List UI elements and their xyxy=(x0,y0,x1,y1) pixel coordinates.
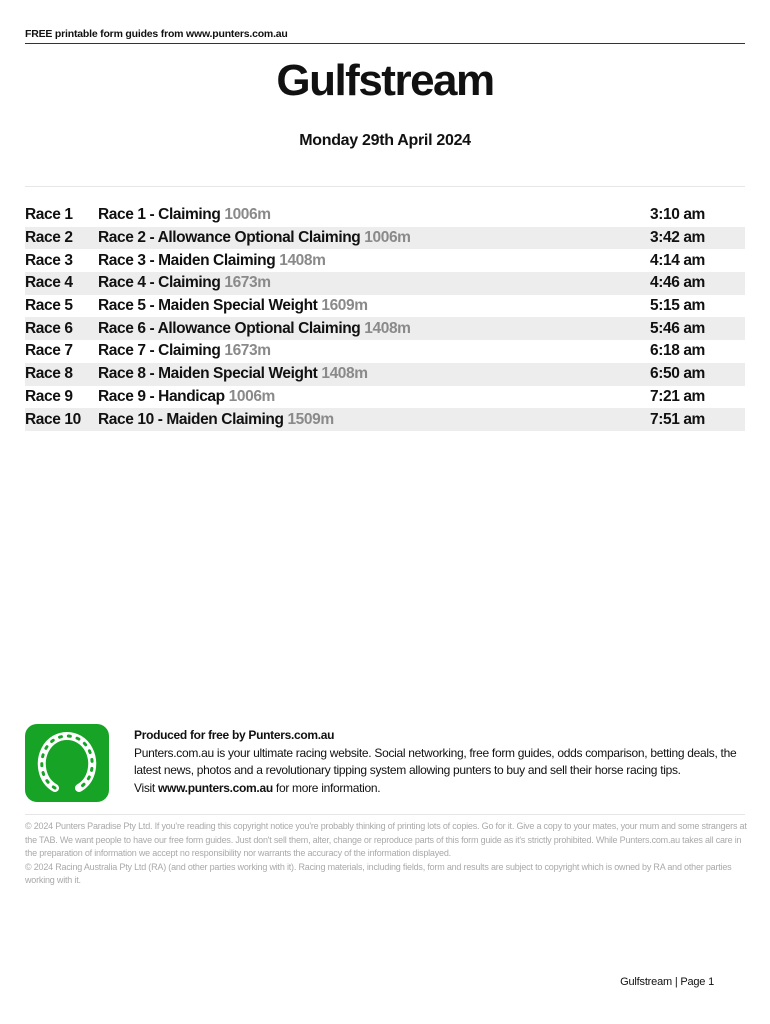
race-name: Race 6 - Allowance Optional Claiming xyxy=(98,319,361,337)
race-number: Race 7 xyxy=(25,342,73,360)
race-distance: 1673m xyxy=(224,274,271,292)
race-name: Race 7 - Claiming xyxy=(98,342,221,360)
race-name: Race 3 - Maiden Claiming xyxy=(98,251,276,269)
copyright-line-1: © 2024 Punters Paradise Pty Ltd. If you're reading this copyright notice you're probably thinking of printing lots of copies. Go for it. Give a copy to your mates, your mum and some strangers at the TAB. We want people to have our free form guides. Just don't sell them, alter, change or reproduce parts of this form guide as it's strictly prohibited. While Punters.com.au takes all care in the preparation of information we accept no responsibility nor warrants the accuracy of the information displayed. xyxy=(25,821,747,859)
race-row xyxy=(25,204,745,227)
race-row xyxy=(25,408,745,431)
race-name-cell xyxy=(98,342,650,360)
race-row xyxy=(25,317,745,340)
race-time: 5:46 am xyxy=(650,319,705,337)
divider xyxy=(25,186,745,187)
copyright-line-2: © 2024 Racing Australia Pty Ltd (RA) (and other parties working with it). Racing materials, including fields, form and results are subject to copyright which is owned by RA and other parties working with it. xyxy=(25,861,732,886)
race-number: Race 1 xyxy=(25,206,73,224)
footer-venue: Gulfstream xyxy=(620,976,672,988)
race-name: Race 9 - Handicap xyxy=(98,387,225,405)
divider xyxy=(25,814,745,815)
race-distance: 1006m xyxy=(224,206,271,224)
race-number: Race 10 xyxy=(25,410,81,428)
race-distance: 1006m xyxy=(228,387,275,405)
punters-link[interactable]: www.punters.com.au xyxy=(158,780,273,795)
visit-line xyxy=(134,780,746,798)
race-row xyxy=(25,295,745,318)
race-time: 6:18 am xyxy=(650,342,705,360)
race-list xyxy=(25,204,745,431)
race-row xyxy=(25,340,745,363)
race-name-cell xyxy=(98,388,650,406)
race-number: Race 6 xyxy=(25,319,73,337)
page-footer xyxy=(0,976,714,988)
race-time: 7:21 am xyxy=(650,387,705,405)
visit-prefix: Visit xyxy=(134,780,155,795)
race-row xyxy=(25,386,745,409)
race-distance: 1006m xyxy=(364,229,411,247)
race-distance: 1408m xyxy=(321,365,368,383)
punters-logo xyxy=(25,724,109,802)
copyright-notice xyxy=(25,820,747,888)
race-distance: 1673m xyxy=(224,342,271,360)
produced-by-section xyxy=(134,727,746,797)
race-name: Race 4 - Claiming xyxy=(98,274,221,292)
race-name: Race 1 - Claiming xyxy=(98,206,221,224)
race-number: Race 9 xyxy=(25,387,73,405)
race-distance: 1408m xyxy=(364,319,411,337)
race-row xyxy=(25,272,745,295)
horseshoe-icon xyxy=(35,732,99,794)
race-name-cell xyxy=(98,320,650,338)
race-row xyxy=(25,227,745,250)
page-title: Gulfstream xyxy=(276,56,494,105)
race-name-cell xyxy=(98,365,650,383)
produced-title: Produced for free by Punters.com.au xyxy=(134,728,335,742)
race-name: Race 2 - Allowance Optional Claiming xyxy=(98,229,361,247)
race-distance: 1609m xyxy=(321,297,368,315)
race-name-cell xyxy=(98,411,650,429)
race-row xyxy=(25,249,745,272)
race-name: Race 10 - Maiden Claiming xyxy=(98,410,284,428)
race-name-cell xyxy=(98,252,650,270)
produced-description: Punters.com.au is your ultimate racing website. Social networking, free form guides, odds comparison, betting deals, the latest news, photos and a revolutionary tipping system allowing punters to buy and sell their horse racing tips. xyxy=(134,745,737,777)
race-name-cell xyxy=(98,206,650,224)
visit-suffix: for more information. xyxy=(275,780,381,795)
race-time: 5:15 am xyxy=(650,297,705,315)
race-number: Race 4 xyxy=(25,274,73,292)
race-name-cell xyxy=(98,297,650,315)
race-row xyxy=(25,363,745,386)
race-number: Race 2 xyxy=(25,229,73,247)
race-time: 4:14 am xyxy=(650,251,705,269)
meeting-date: Monday 29th April 2024 xyxy=(299,132,471,149)
race-distance: 1509m xyxy=(287,410,334,428)
race-name: Race 8 - Maiden Special Weight xyxy=(98,365,318,383)
race-number: Race 5 xyxy=(25,297,73,315)
top-banner: FREE printable form guides from www.punters.com.au xyxy=(25,28,745,44)
race-number: Race 3 xyxy=(25,251,73,269)
race-distance: 1408m xyxy=(279,251,326,269)
race-time: 6:50 am xyxy=(650,365,705,383)
race-time: 4:46 am xyxy=(650,274,705,292)
footer-separator: | xyxy=(674,976,681,988)
race-name-cell xyxy=(98,274,650,292)
race-time: 3:10 am xyxy=(650,206,705,224)
race-time: 7:51 am xyxy=(650,410,705,428)
footer-page: Page 1 xyxy=(680,976,714,988)
race-time: 3:42 am xyxy=(650,229,705,247)
race-name: Race 5 - Maiden Special Weight xyxy=(98,297,318,315)
race-name-cell xyxy=(98,229,650,247)
race-number: Race 8 xyxy=(25,365,73,383)
